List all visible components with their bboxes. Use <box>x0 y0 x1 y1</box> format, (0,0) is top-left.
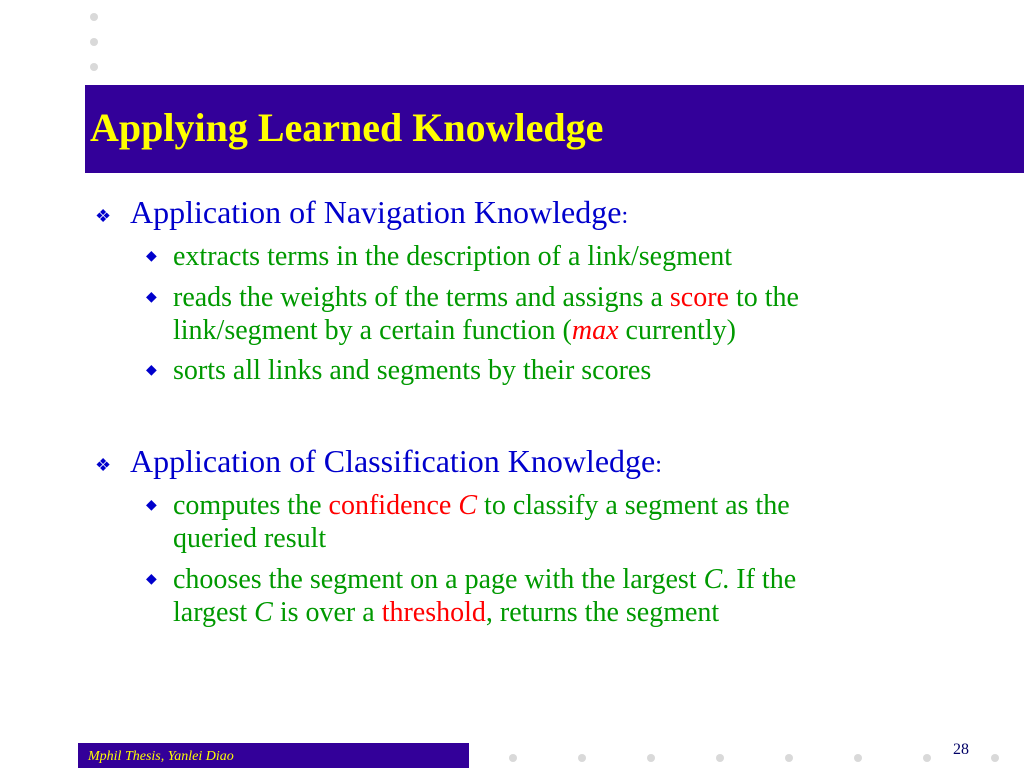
bullet-computes-confidence: computes the confidence C to classify a segment as the <box>173 490 790 521</box>
decor-dot <box>716 754 724 762</box>
decor-dot <box>647 754 655 762</box>
footer-text: Mphil Thesis, Yanlei Diao <box>88 749 234 764</box>
diamond-icon: ◆ <box>146 249 157 264</box>
decor-dot <box>90 38 98 46</box>
section-heading-classification: Application of Classification Knowledge: <box>130 443 662 479</box>
bullet-computes-confidence-cont: queried result <box>173 523 327 554</box>
diamond-icon: ◆ <box>146 363 157 378</box>
diamond-icon: ◆ <box>146 572 157 587</box>
decor-dot <box>854 754 862 762</box>
page-number: 28 <box>953 741 969 758</box>
decor-dot <box>90 63 98 71</box>
bullet-extracts-terms: extracts terms in the description of a link/segment <box>173 241 733 272</box>
slide-title: Applying Learned Knowledge <box>90 105 604 150</box>
decor-dot <box>923 754 931 762</box>
bullet-chooses-segment-cont: largest C is over a threshold, returns the segment <box>173 597 720 628</box>
diamond-icon: ◆ <box>146 498 157 513</box>
bullet-reads-weights-cont: link/segment by a certain function (max currently) <box>173 315 736 346</box>
decor-dot <box>509 754 517 762</box>
bullet-chooses-segment: chooses the segment on a page with the largest C. If the <box>173 564 797 595</box>
diamond-cluster-icon: ❖ <box>95 206 112 226</box>
diamond-cluster-icon: ❖ <box>95 455 112 475</box>
decor-dot <box>991 754 999 762</box>
section-heading-navigation: Application of Navigation Knowledge: <box>130 194 629 230</box>
diamond-icon: ◆ <box>146 290 157 305</box>
bullet-sorts-links: sorts all links and segments by their scores <box>173 355 652 386</box>
bullet-reads-weights: reads the weights of the terms and assigns a score to the <box>173 282 799 313</box>
decor-dot <box>90 13 98 21</box>
decor-dot <box>578 754 586 762</box>
decor-dot <box>785 754 793 762</box>
